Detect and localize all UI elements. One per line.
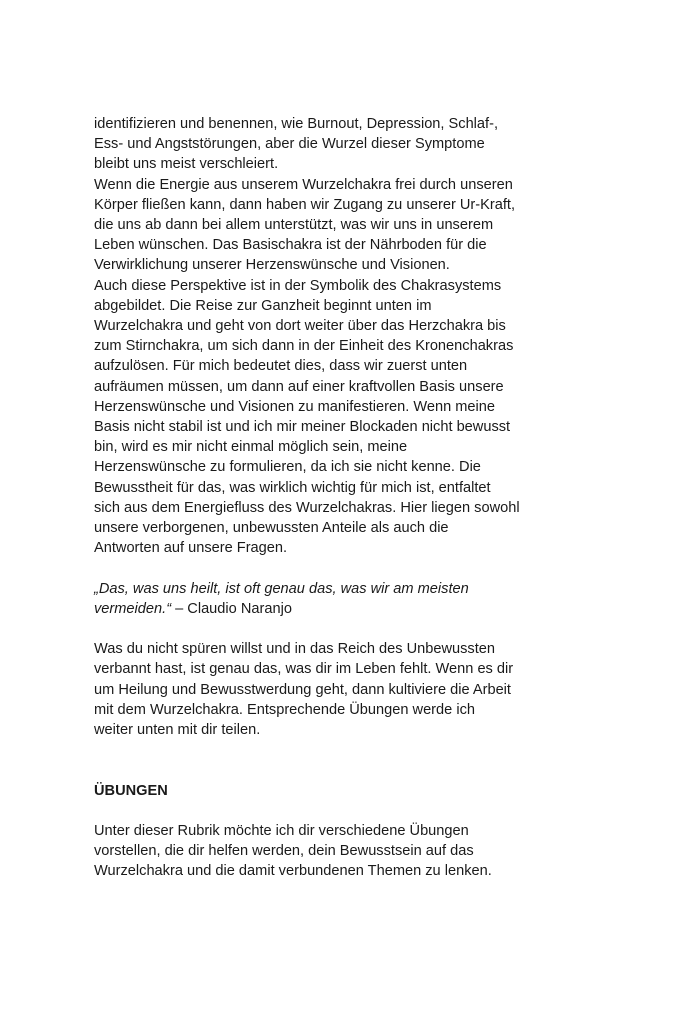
- text-line: Unter dieser Rubrik möchte ich dir verschiedene Übungen: [94, 823, 469, 840]
- spacer: [94, 760, 544, 780]
- text-line: Wenn die Energie aus unserem Wurzelchakra frei durch unseren: [94, 176, 513, 193]
- text-line: Basis nicht stabil ist und ich mir meiner Blockaden nicht bewusst: [94, 419, 511, 436]
- text-line: Ess- und Angststörungen, aber die Wurzel dieser Symptome: [94, 136, 485, 153]
- text-line: Verwirklichung unserer Herzenswünsche und Visionen.: [94, 257, 450, 274]
- text-line: Herzenswünsche zu formulieren, da ich sie nicht kenne. Die: [94, 459, 481, 476]
- text-line: aufräumen müssen, um dann auf einer kraftvollen Basis unsere: [94, 378, 504, 395]
- text-line: bin, wird es mir nicht einmal möglich sein, meine: [94, 439, 408, 456]
- text-line: Antworten auf unsere Fragen.: [94, 540, 288, 557]
- text-line: Wurzelchakra und geht von dort weiter über das Herzchakra bis: [94, 318, 506, 335]
- quote-line: vermeiden.“: [94, 600, 172, 617]
- text-line: Was du nicht spüren willst und in das Reich des Unbewussten: [94, 641, 495, 658]
- paragraph-symptoms: [94, 114, 544, 175]
- spacer: [94, 740, 544, 760]
- text-line: Auch diese Perspektive ist in der Symbolik des Chakrasystems: [94, 277, 502, 294]
- text-line: abgebildet. Die Reise zur Ganzheit beginnt unten im: [94, 297, 432, 314]
- text-line: Wurzelchakra und die damit verbundenen Themen zu lenken.: [94, 863, 492, 880]
- document-body: [94, 114, 544, 882]
- text-line: mit dem Wurzelchakra. Entsprechende Übungen werde ich: [94, 701, 475, 718]
- text-line: um Heilung und Bewusstwerdung geht, dann kultiviere die Arbeit: [94, 681, 511, 698]
- quote-block: [94, 579, 544, 619]
- section-heading: ÜBUNGEN: [94, 782, 168, 799]
- text-line: vorstellen, die dir helfen werden, dein Bewusstsein auf das: [94, 843, 474, 860]
- text-line: die uns ab dann bei allem unterstützt, was wir uns in unserem: [94, 217, 494, 234]
- text-line: sich aus dem Energiefluss des Wurzelchakras. Hier liegen sowohl: [94, 499, 520, 516]
- spacer: [94, 558, 544, 578]
- text-line: Bewusstheit für das, was wirklich wichtig für mich ist, entfaltet: [94, 479, 491, 496]
- text-line: Körper fließen kann, dann haben wir Zugang zu unserer Ur-Kraft,: [94, 196, 516, 213]
- quote-line: „Das, was uns heilt, ist oft genau das, was wir am meisten: [94, 580, 469, 597]
- quote-author: – Claudio Naranjo: [171, 600, 292, 617]
- spacer: [94, 801, 544, 821]
- text-line: weiter unten mit dir teilen.: [94, 722, 261, 739]
- text-line: unsere verborgenen, unbewussten Anteile als auch die: [94, 520, 449, 537]
- text-line: aufzulösen. Für mich bedeutet dies, dass wir zuerst unten: [94, 358, 468, 375]
- paragraph-root-energy: [94, 175, 544, 276]
- quote-line-with-author: [94, 599, 544, 619]
- spacer: [94, 619, 544, 639]
- paragraph-healing: [94, 639, 544, 740]
- text-line: Leben wünschen. Das Basischakra ist der Nährboden für die: [94, 237, 487, 254]
- text-line: zum Stirnchakra, um sich dann in der Einheit des Kronenchakras: [94, 338, 514, 355]
- text-line: identifizieren und benennen, wie Burnout, Depression, Schlaf-,: [94, 116, 499, 132]
- paragraph-chakra-symbolism: [94, 276, 544, 559]
- text-line: Herzenswünsche und Visionen zu manifestieren. Wenn meine: [94, 398, 496, 415]
- paragraph-exercises-intro: [94, 821, 544, 882]
- text-line: bleibt uns meist verschleiert.: [94, 156, 279, 173]
- text-line: verbannt hast, ist genau das, was dir im Leben fehlt. Wenn es dir: [94, 661, 514, 678]
